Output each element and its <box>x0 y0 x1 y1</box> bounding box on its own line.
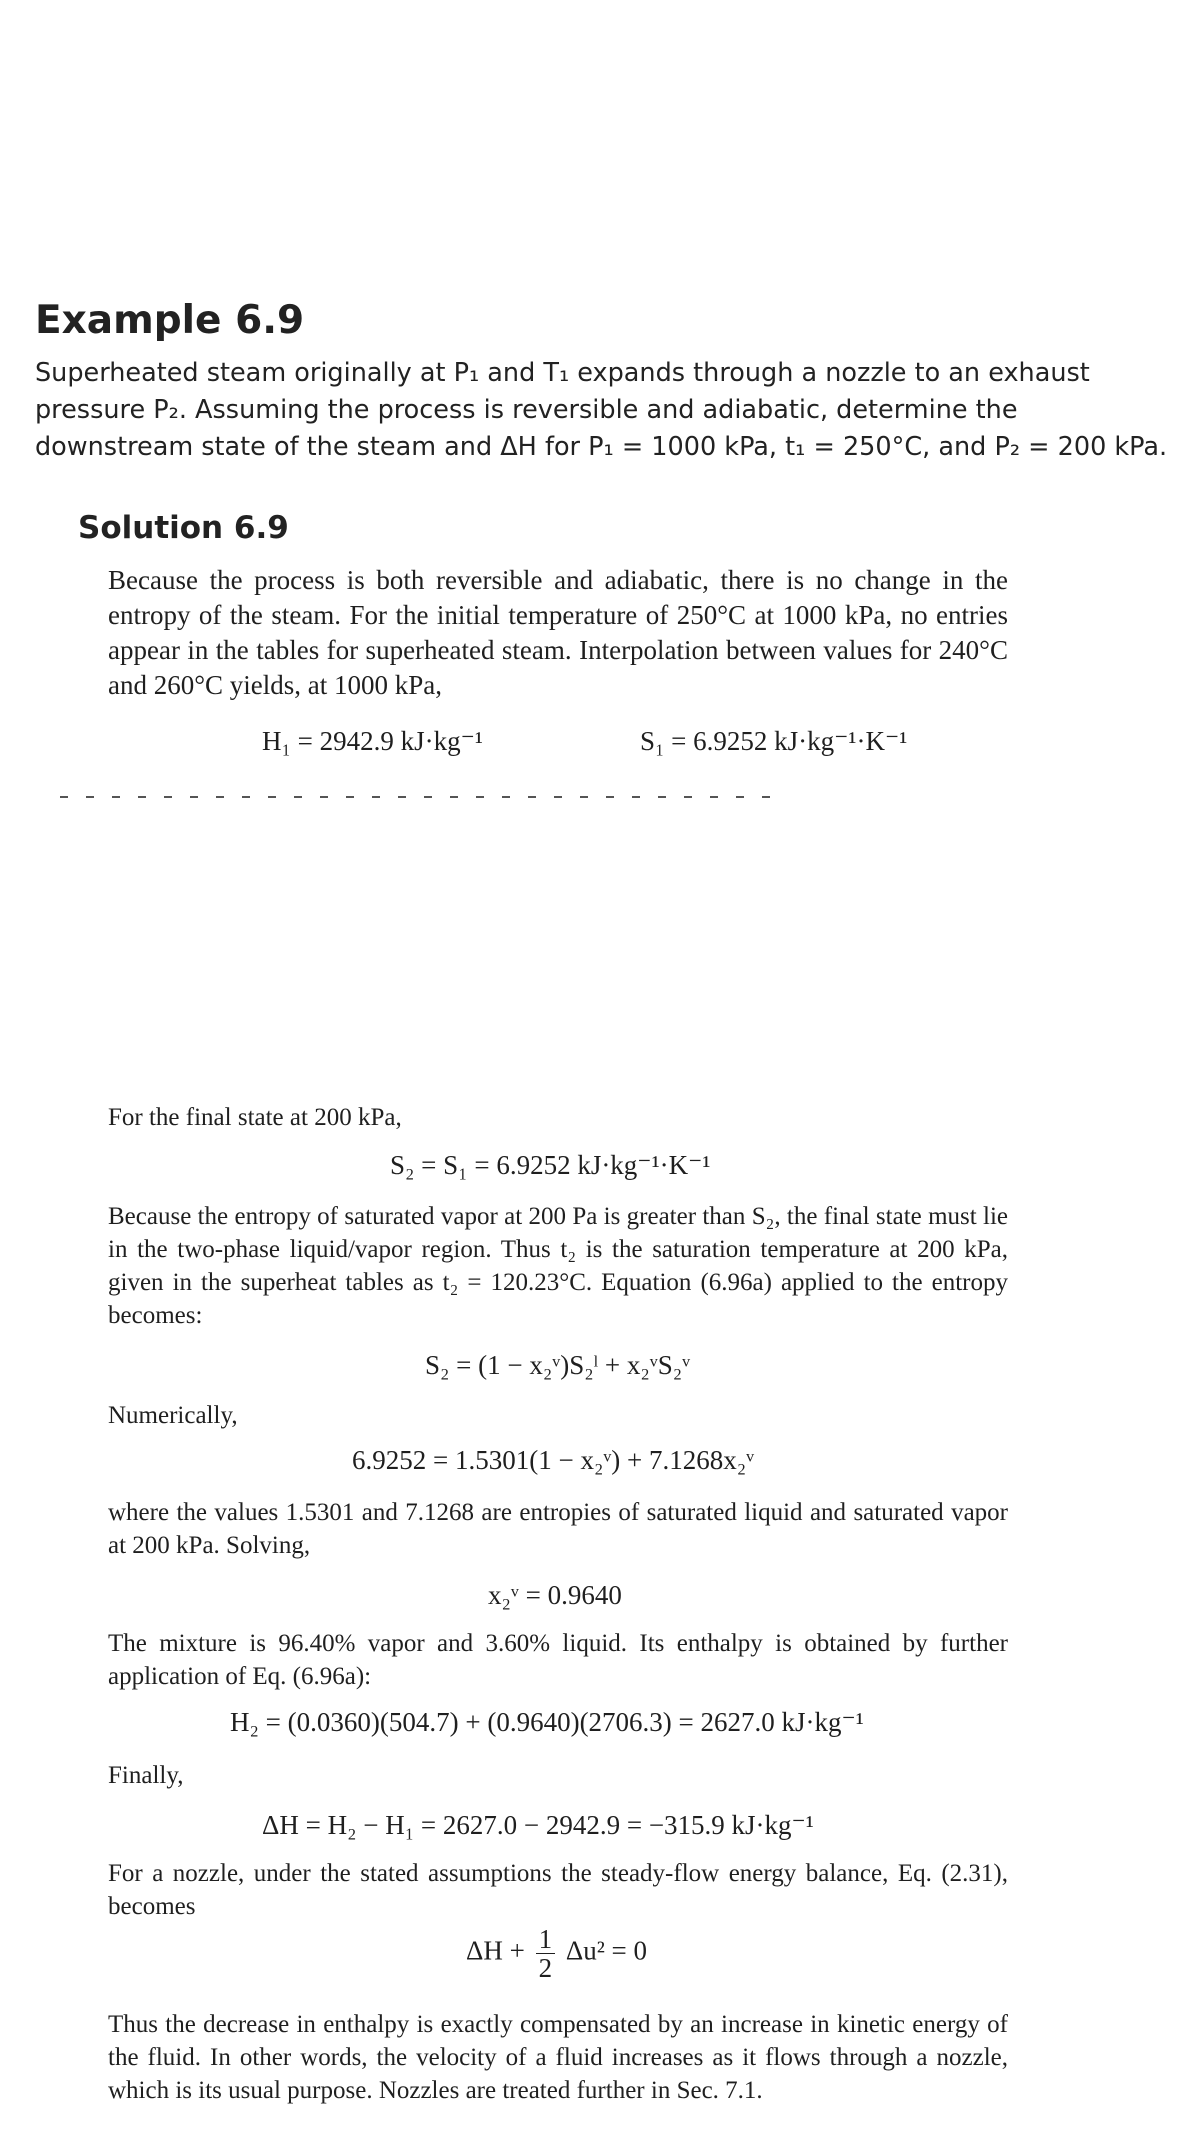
equation-numeric: 6.9252 = 1.5301(1 − x₂ᵛ) + 7.1268x₂ᵛ <box>352 1445 755 1475</box>
fraction-numerator: 1 <box>536 1925 556 1954</box>
solution-paragraph-3: Because the entropy of saturated vapor at 200 Pa is greater than S₂, the final state must lie in the two-phase liquid/vapor region. Thus t₂ is the saturation temperature at 200 kPa, given in the superheat tables as t₂ = 120.23°C. Equation (6.96a) applied to the entropy becomes: <box>108 1203 1008 1329</box>
solution-paragraph-4: Numerically, <box>108 1402 238 1429</box>
equation-s1: S₁ = 6.9252 kJ·kg⁻¹·K⁻¹ <box>640 726 908 756</box>
solution-paragraph-7: Finally, <box>108 1762 184 1789</box>
solution-paragraph-8: For a nozzle, under the stated assumptions the steady-flow energy balance, Eq. (2.31), becomes <box>108 1860 1008 1920</box>
solution-paragraph-1: Because the process is both reversible and adiabatic, there is no change in the entropy of the steam. For the initial temperature of 250°C at 1000 kPa, no entries appear in the tables for superheated steam. Interpolation between values for 240°C and 260°C yields, at 1000 kPa, <box>108 565 1008 700</box>
equation-energy-balance <box>466 1925 647 1982</box>
equation-delta-h: ΔH = H₂ − H₁ = 2627.0 − 2942.9 = −315.9 kJ·kg⁻¹ <box>262 1810 814 1840</box>
fraction-one-half <box>536 1925 556 1982</box>
equation-s2-mixture: S₂ = (1 − x₂ᵛ)S₂ˡ + x₂ᵛS₂ᵛ <box>425 1350 691 1380</box>
solution-paragraph-5: where the values 1.5301 and 7.1268 are entropies of saturated liquid and saturated vapor at 200 kPa. Solving, <box>108 1499 1008 1559</box>
energy-balance-left: ΔH + <box>466 1935 525 1966</box>
solution-title: Solution 6.9 <box>78 510 289 546</box>
equation-s2: S₂ = S₁ = 6.9252 kJ·kg⁻¹·K⁻¹ <box>390 1150 711 1180</box>
solution-paragraph-6: The mixture is 96.40% vapor and 3.60% liquid. Its enthalpy is obtained by further application of Eq. (6.96a): <box>108 1630 1008 1690</box>
cropped-footnote-line <box>60 796 820 802</box>
equation-h2: H₂ = (0.0360)(504.7) + (0.9640)(2706.3) = 2627.0 kJ·kg⁻¹ <box>230 1707 864 1737</box>
equation-quality: x₂ᵛ = 0.9640 <box>488 1580 622 1610</box>
solution-paragraph-2: For the final state at 200 kPa, <box>108 1104 402 1131</box>
example-title: Example 6.9 <box>35 298 305 343</box>
fraction-denominator: 2 <box>538 1953 553 1983</box>
energy-balance-right: Δu² = 0 <box>565 1935 648 1966</box>
equation-h1: H₁ = 2942.9 kJ·kg⁻¹ <box>262 726 483 756</box>
solution-paragraph-9: Thus the decrease in enthalpy is exactly compensated by an increase in kinetic energy of the fluid. In other words, the velocity of a fluid increases as it flows through a nozzle, which is its usual purpose. Nozzles are treated further in Sec. 7.1. <box>108 2011 1008 2104</box>
example-statement: Superheated steam originally at P₁ and T₁ expands through a nozzle to an exhaust pressure P₂. Assuming the process is reversible and adiabatic, determine the downstream state of the steam and ΔH for P₁ = 1000 kPa, t₁ = 250°C, and P₂ = 200 kPa. <box>35 358 1168 462</box>
